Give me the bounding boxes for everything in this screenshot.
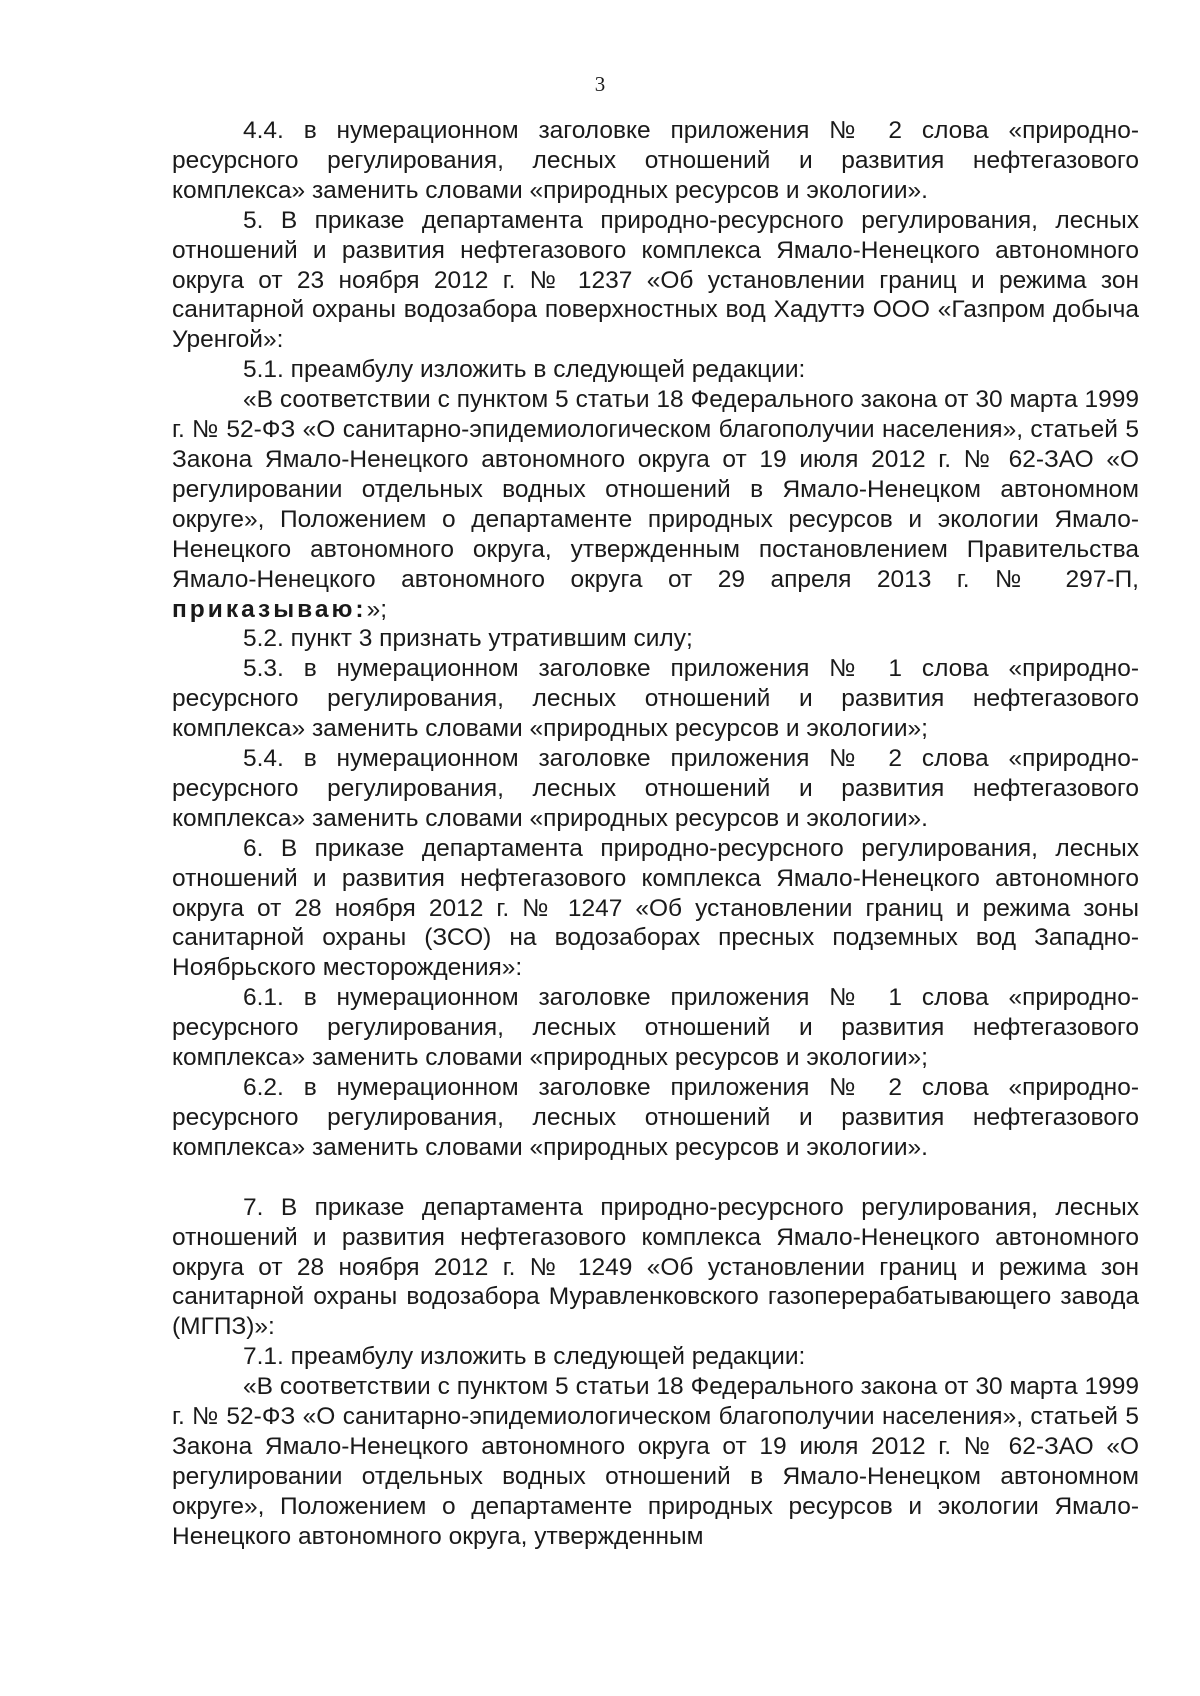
paragraph-7	[172, 1193, 1139, 1343]
paragraph-5	[172, 206, 1139, 356]
paragraph-text: 6. В приказе департамента природно-ресурсного регулирования, лесных отношений и развития нефтегазового комплекса Ямало-Ненецкого автономного округа от 28 ноября 2012 г. № 1247 «Об установлении границ и режима зоны санитарной охраны (ЗСО) на водозаборах пресных подземных вод Западно-Ноябрьского месторождения»:	[172, 834, 1139, 982]
paragraph-text: 5.1. преамбулу изложить в следующей редакции:	[243, 356, 806, 384]
paragraph-text: 6.2. в нумерационном заголовке приложения № 2 слова «природно-ресурсного регулирования, лесных отношений и развития нефтегазового комплекса» заменить словами «природных ресурсов и экологии».	[172, 1074, 1139, 1161]
paragraph-text: 5. В приказе департамента природно-ресурсного регулирования, лесных отношений и развития нефтегазового комплекса Ямало-Ненецкого автономного округа от 23 ноября 2012 г. № 1237 «Об установлении границ и режима зон санитарной охраны водозабора поверхностных вод Хадуттэ ООО «Газпром добыча Уренгой»:	[172, 206, 1139, 354]
paragraph-5-4	[172, 744, 1139, 834]
paragraph-text: 5.2. пункт 3 признать утратившим силу;	[243, 625, 693, 653]
paragraph-4-4	[172, 116, 1139, 206]
paragraph-5-1-preamble	[172, 385, 1139, 624]
paragraph-5-1	[172, 355, 1139, 385]
paragraph-5-2	[172, 624, 1139, 654]
paragraph-text: 7.1. преамбулу изложить в следующей редакции:	[243, 1343, 806, 1371]
paragraph-text: «В соответствии с пунктом 5 статьи 18 Федерального закона от 30 марта 1999 г. № 52-ФЗ «О санитарно-эпидемиологическом благополучии населения», статьей 5 Закона Ямало-Ненецкого автономного округа от 19 июля 2012 г. № 62-ЗАО «О регулировании отдельных водных отношений в Ямало-Ненецком автономном округе», Положением о департаменте природных ресурсов и экологии Ямало-Ненецкого автономного округа, утвержденным	[172, 1373, 1139, 1550]
paragraph-6	[172, 834, 1139, 984]
paragraph-6-1	[172, 983, 1139, 1073]
paragraph-7-1	[172, 1342, 1139, 1372]
paragraph-text: 5.4. в нумерационном заголовке приложения № 2 слова «природно-ресурсного регулирования, лесных отношений и развития нефтегазового комплекса» заменить словами «природных ресурсов и экологии».	[172, 745, 1139, 832]
paragraph-text: 4.4. в нумерационном заголовке приложения № 2 слова «природно-ресурсного регулирования, лесных отношений и развития нефтегазового комплекса» заменить словами «природных ресурсов и экологии».	[172, 117, 1139, 204]
paragraph-6-2	[172, 1073, 1139, 1163]
paragraph-7-1-preamble	[172, 1372, 1139, 1551]
paragraph-tail: »;	[366, 595, 387, 623]
document-body	[172, 116, 1139, 1552]
page-number: 3	[594, 72, 606, 96]
paragraph-text: «В соответствии с пунктом 5 статьи 18 Федерального закона от 30 марта 1999 г. № 52-ФЗ «О санитарно-эпидемиологическом благополучии населения», статьей 5 Закона Ямало-Ненецкого автономного округа от 19 июля 2012 г. № 62-ЗАО «О регулировании отдельных водных отношений в Ямало-Ненецком автономном округе», Положением о департаменте природных ресурсов и экологии Ямало-Ненецкого автономного округа, утвержденным постановлением Правительства Ямало-Ненецкого автономного округа от 29 апреля 2013 г. № 297-П,	[172, 386, 1139, 593]
paragraph-5-3	[172, 654, 1139, 744]
paragraph-text: 7. В приказе департамента природно-ресурсного регулирования, лесных отношений и развития нефтегазового комплекса Ямало-Ненецкого автономного округа от 28 ноября 2012 г. № 1249 «Об установлении границ и режима зон санитарной охраны водозабора Муравленковского газоперерабатывающего завода (МГПЗ)»:	[172, 1193, 1139, 1341]
paragraph-text: 5.3. в нумерационном заголовке приложения № 1 слова «природно-ресурсного регулирования, лесных отношений и развития нефтегазового комплекса» заменить словами «природных ресурсов и экологии»;	[172, 655, 1139, 743]
order-keyword: приказываю:	[172, 595, 367, 623]
paragraph-text: 6.1. в нумерационном заголовке приложения № 1 слова «природно-ресурсного регулирования, лесных отношений и развития нефтегазового комплекса» заменить словами «природных ресурсов и экологии»;	[172, 984, 1139, 1072]
